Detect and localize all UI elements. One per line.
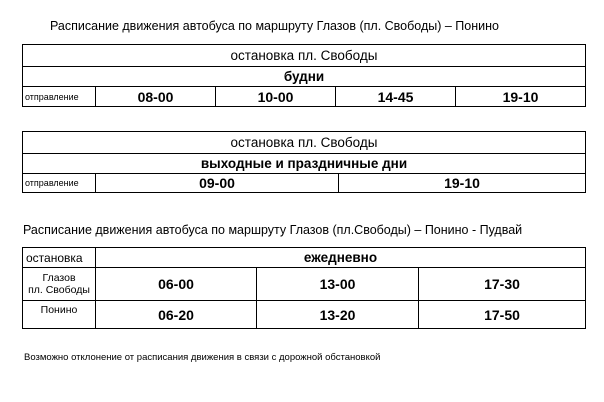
weekday-departure-time: 10-00 (216, 87, 336, 107)
weekday-period-label: будни (23, 67, 586, 87)
weekday-departure-time: 08-00 (96, 87, 216, 107)
weekday-departure-time: 14-45 (336, 87, 456, 107)
route-title-1: Расписание движения автобуса по маршруту Глазов (пл. Свободы) – Понино (50, 19, 499, 33)
stop-name-line: Глазов (42, 272, 76, 284)
daily-departure-time: 13-20 (257, 301, 419, 329)
daily-departure-time: 06-20 (96, 301, 257, 329)
weekend-departure-time: 09-00 (96, 174, 339, 193)
weekday-departure-label: отправление (23, 87, 96, 107)
weekend-departure-time: 19-10 (339, 174, 586, 193)
stop-name-ponino: Понино (23, 301, 96, 329)
stop-name-glazov (23, 268, 96, 301)
route-title-2: Расписание движения автобуса по маршруту Глазов (пл.Свободы) – Понино - Пудвай (23, 223, 523, 237)
weekday-schedule-table (22, 44, 586, 107)
weekday-stop-name: остановка пл. Свободы (23, 45, 586, 67)
schedule-disclaimer: Возможно отклонение от расписания движения в связи с дорожной обстановкой (24, 352, 381, 363)
daily-departure-time: 17-30 (419, 268, 586, 301)
weekend-stop-name: остановка пл. Свободы (23, 132, 586, 154)
weekend-departure-label: отправление (23, 174, 96, 193)
daily-departure-time: 13-00 (257, 268, 419, 301)
weekend-schedule-table (22, 131, 586, 193)
weekend-period-label: выходные и праздничные дни (23, 154, 586, 174)
stop-name-line: пл. Свободы (28, 284, 90, 296)
daily-departure-time: 17-50 (419, 301, 586, 329)
stop-column-header: остановка (23, 248, 96, 268)
weekday-departure-time: 19-10 (456, 87, 586, 107)
daily-schedule-table (22, 247, 586, 329)
daily-period-label: ежедневно (96, 248, 586, 268)
daily-departure-time: 06-00 (96, 268, 257, 301)
